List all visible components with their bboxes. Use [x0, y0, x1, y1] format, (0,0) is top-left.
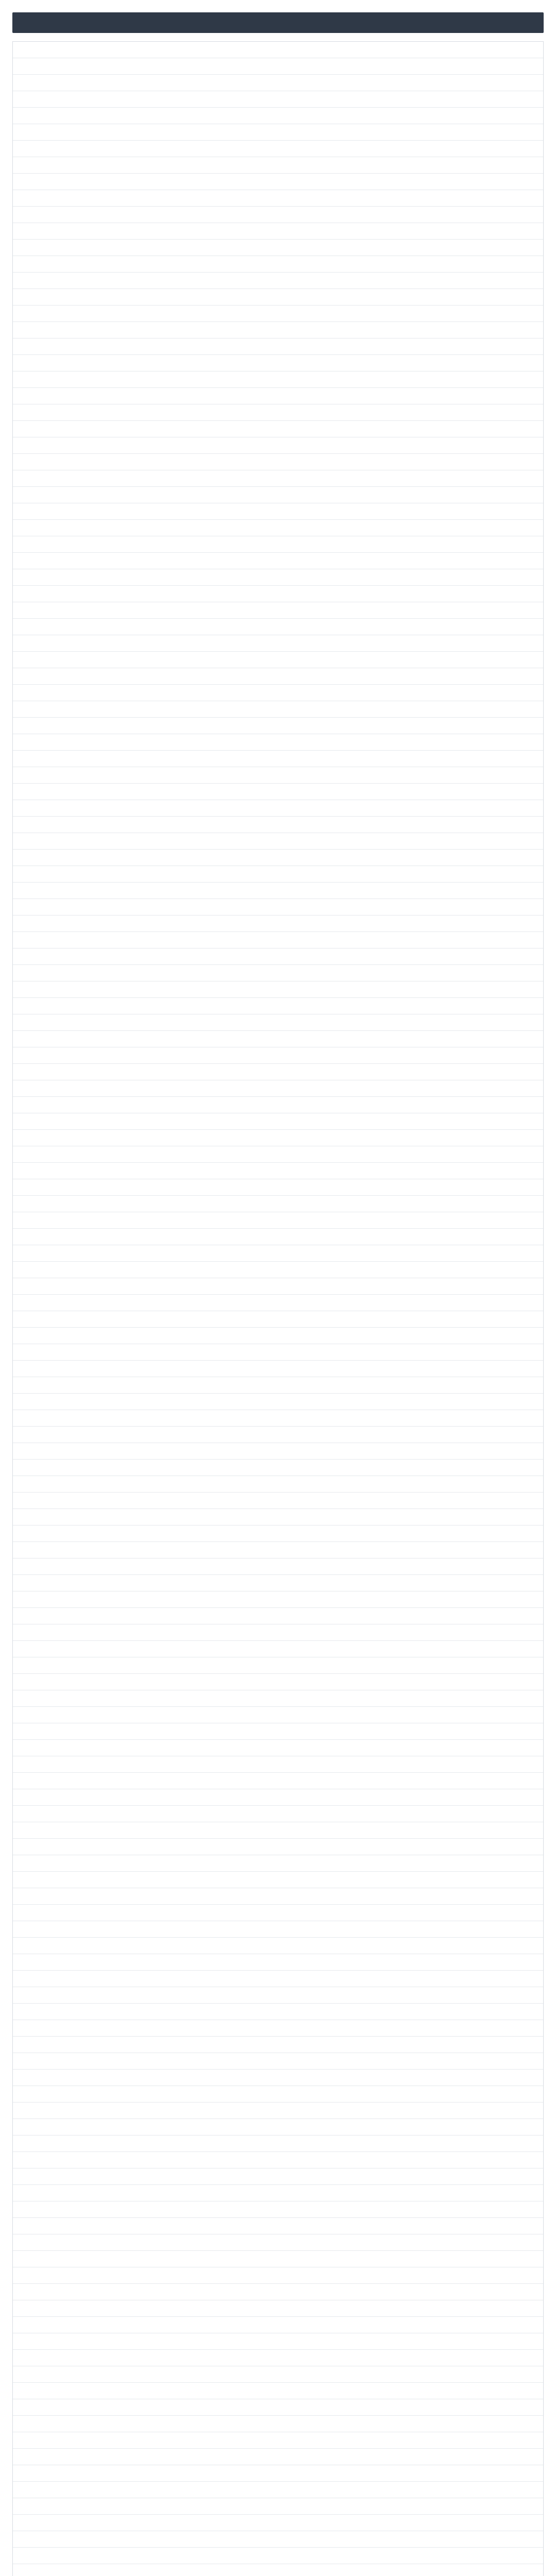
section-header-band [12, 12, 544, 33]
price-table [12, 41, 544, 2576]
